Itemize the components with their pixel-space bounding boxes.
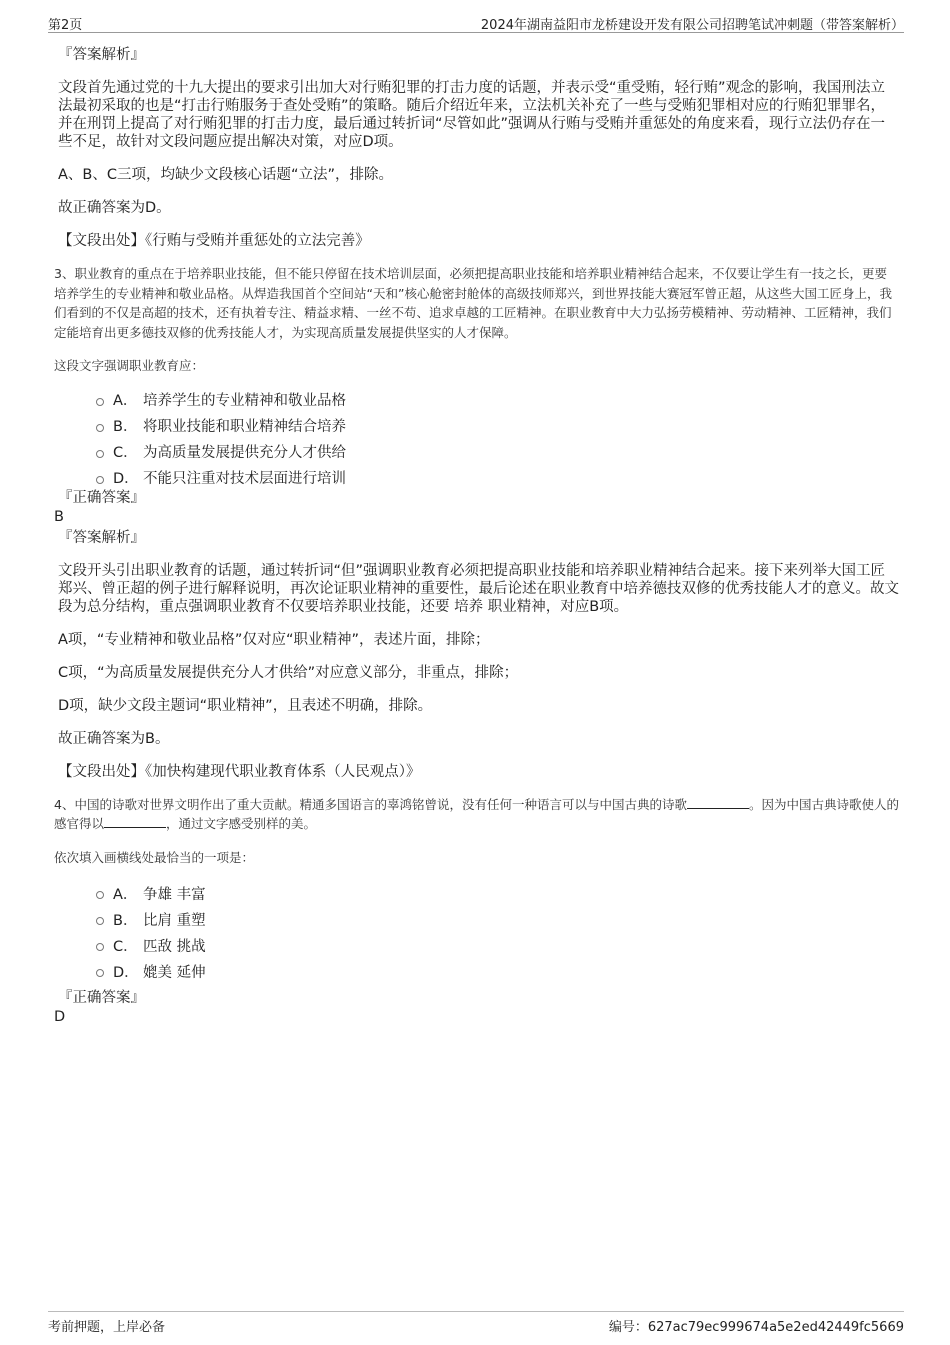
q2-conclusion: 故正确答案为D。 xyxy=(58,200,171,216)
q3-d-text: D项，缺少文段主题词“职业精神”，且表述不明确，排除。 xyxy=(58,697,433,714)
q4-passage xyxy=(54,795,899,834)
q3-analysis-text: 文段开头引出职业教育的话题，通过转折词“但”强调职业教育必须把提高职业技能和培养职业精神结合起来。接下来列举大国工匠郑兴、曾正超的例子进行解释说明，再次论证职业精神的重要性，最后论述在职业教育中培养德技双修的优秀技能人才的意义。故文段为总分结构，重点强调职业教育不仅要培养职业技能，还要 培养 职业精神，对应B项。 xyxy=(58,562,899,615)
option-letter: A． xyxy=(113,886,138,903)
q2-analysis-label: 『答案解析』 xyxy=(58,47,145,63)
option-letter: C． xyxy=(113,938,138,955)
option-letter: A． xyxy=(113,393,138,409)
q2-abc-text: A、B、C三项，均缺少文段核心话题“立法”，排除。 xyxy=(58,167,394,183)
q4-options xyxy=(96,880,899,984)
q3-option-c[interactable] xyxy=(96,439,899,465)
page-footer xyxy=(48,1311,904,1336)
option-letter: B． xyxy=(113,912,138,929)
q3-source-title: 《加快构建现代职业教育体系（人民观点）》 xyxy=(145,763,421,780)
option-text: 将职业技能和职业精神结合培养 xyxy=(143,419,346,435)
q4-prompt: 依次填入画横线处最恰当的一项是： xyxy=(54,849,255,865)
q4-answer: D xyxy=(54,1009,66,1025)
q4-answer-label: 『正确答案』 xyxy=(58,990,145,1006)
q4-blank-1 xyxy=(687,796,749,809)
option-letter: C． xyxy=(113,445,138,461)
option-text: 为高质量发展提供充分人才供给 xyxy=(143,445,346,461)
option-text: 匹敌 挑战 xyxy=(143,938,206,955)
q3-option-a[interactable] xyxy=(96,387,899,413)
option-letter: D． xyxy=(113,471,139,487)
q3-c-text: C项，“为高质量发展提供充分人才供给”对应意义部分，非重点，排除； xyxy=(58,664,519,681)
page-content xyxy=(54,46,899,1026)
q3-source xyxy=(58,763,899,781)
radio-icon[interactable] xyxy=(96,424,104,432)
q3-prompt: 这段文字强调职业教育应： xyxy=(54,358,205,373)
page-number: 第2页 xyxy=(48,18,83,33)
option-letter: B． xyxy=(113,419,138,435)
q2-source xyxy=(58,232,899,250)
option-text: 比肩 重塑 xyxy=(143,912,206,929)
footer-code-value: 627ac79ec999674a5e2ed42449fc5669 xyxy=(647,1320,904,1335)
footer-slogan: 考前押题，上岸必备 xyxy=(48,1320,166,1335)
option-text: 争雄 丰富 xyxy=(143,886,206,903)
q3-option-d[interactable] xyxy=(96,465,899,491)
q3-number: 3、 xyxy=(54,266,75,281)
footer-code xyxy=(609,1316,904,1335)
q3-passage-text: 职业教育的重点在于培养职业技能，但不能只停留在技术培训层面，必须把提高职业技能和培养职业精神结合起来，不仅要让学生有一技之长，更要培养学生的专业精神和敬业品格。从焊造我国首个空间站“天和”核心舱密封舱体的高级技师郑兴，到世界技能大赛冠军曾正超，从这些大国工匠身上，我们看到的不仅是高超的技术，还有执着专注、精益求精、一丝不苟、追求卓越的工匠精神。在职业教育中大力弘扬劳模精神、劳动精神、工匠精神，我们定能培育出更多德技双修的优秀技能人才，为实现高质量发展提供坚实的人才保障。 xyxy=(54,266,892,340)
option-text: 媲美 延伸 xyxy=(143,964,206,981)
option-text: 不能只注重对技术层面进行培训 xyxy=(143,471,346,487)
q3-analysis-label: 『答案解析』 xyxy=(58,529,145,546)
page-header xyxy=(48,12,904,33)
q4-option-b[interactable] xyxy=(96,906,899,932)
q4-blank-2 xyxy=(104,815,166,828)
q3-answer-label: 『正确答案』 xyxy=(58,489,145,506)
q2-source-label: 【文段出处】 xyxy=(58,233,145,249)
q3-a-text: A项，“专业精神和敬业品格”仅对应“职业精神”，表述片面，排除； xyxy=(58,631,490,648)
q4-option-a[interactable] xyxy=(96,880,899,906)
q4-option-c[interactable] xyxy=(96,932,899,958)
q3-option-b[interactable] xyxy=(96,413,899,439)
q3-conclusion: 故正确答案为B。 xyxy=(58,730,170,747)
document-title: 2024年湖南益阳市龙桥建设开发有限公司招聘笔试冲刺题（带答案解析） xyxy=(480,18,904,33)
radio-icon[interactable] xyxy=(96,969,104,977)
q3-source-label: 【文段出处】 xyxy=(58,763,145,780)
q4-passage-part2: 。因为中国古典诗歌使人的感官得以 xyxy=(54,796,899,831)
radio-icon[interactable] xyxy=(96,943,104,951)
q2-analysis-text: 文段首先通过党的十九大提出的要求引出加大对行贿犯罪的打击力度的话题，并表示受“重受贿，轻行贿”观念的影响，我国刑法立法最初采取的也是“打击行贿服务于查处受贿”的策略。随后介绍近年来，立法机关补充了一些与受贿犯罪相对应的行贿犯罪罪名，并在刑罚上提高了对行贿犯罪的打击力度，最后通过转折词“尽管如此”强调从行贿与受贿并重惩处的角度来看，现行立法仍存在一些不足，故针对文段问题应提出解决对策，对应D项。 xyxy=(58,80,886,150)
option-text: 培养学生的专业精神和敬业品格 xyxy=(143,393,346,409)
q2-source-title: 《行贿与受贿并重惩处的立法完善》 xyxy=(145,233,370,249)
q3-passage xyxy=(54,264,899,342)
radio-icon[interactable] xyxy=(96,398,104,406)
q4-number: 4、 xyxy=(54,796,75,812)
radio-icon[interactable] xyxy=(96,917,104,925)
radio-icon[interactable] xyxy=(96,891,104,899)
radio-icon[interactable] xyxy=(96,476,104,484)
q4-option-d[interactable] xyxy=(96,958,899,984)
q3-answer: B xyxy=(54,508,64,525)
option-letter: D． xyxy=(113,964,139,981)
radio-icon[interactable] xyxy=(96,450,104,458)
q3-options xyxy=(96,387,899,491)
q4-passage-part3: ，通过文字感受别样的美。 xyxy=(166,816,317,831)
footer-code-label: 编号： xyxy=(608,1320,648,1335)
q4-passage-part1: 中国的诗歌对世界文明作出了重大贡献。精通多国语言的辜鸿铭曾说，没有任何一种语言可以与中国古典的诗歌 xyxy=(74,796,687,812)
